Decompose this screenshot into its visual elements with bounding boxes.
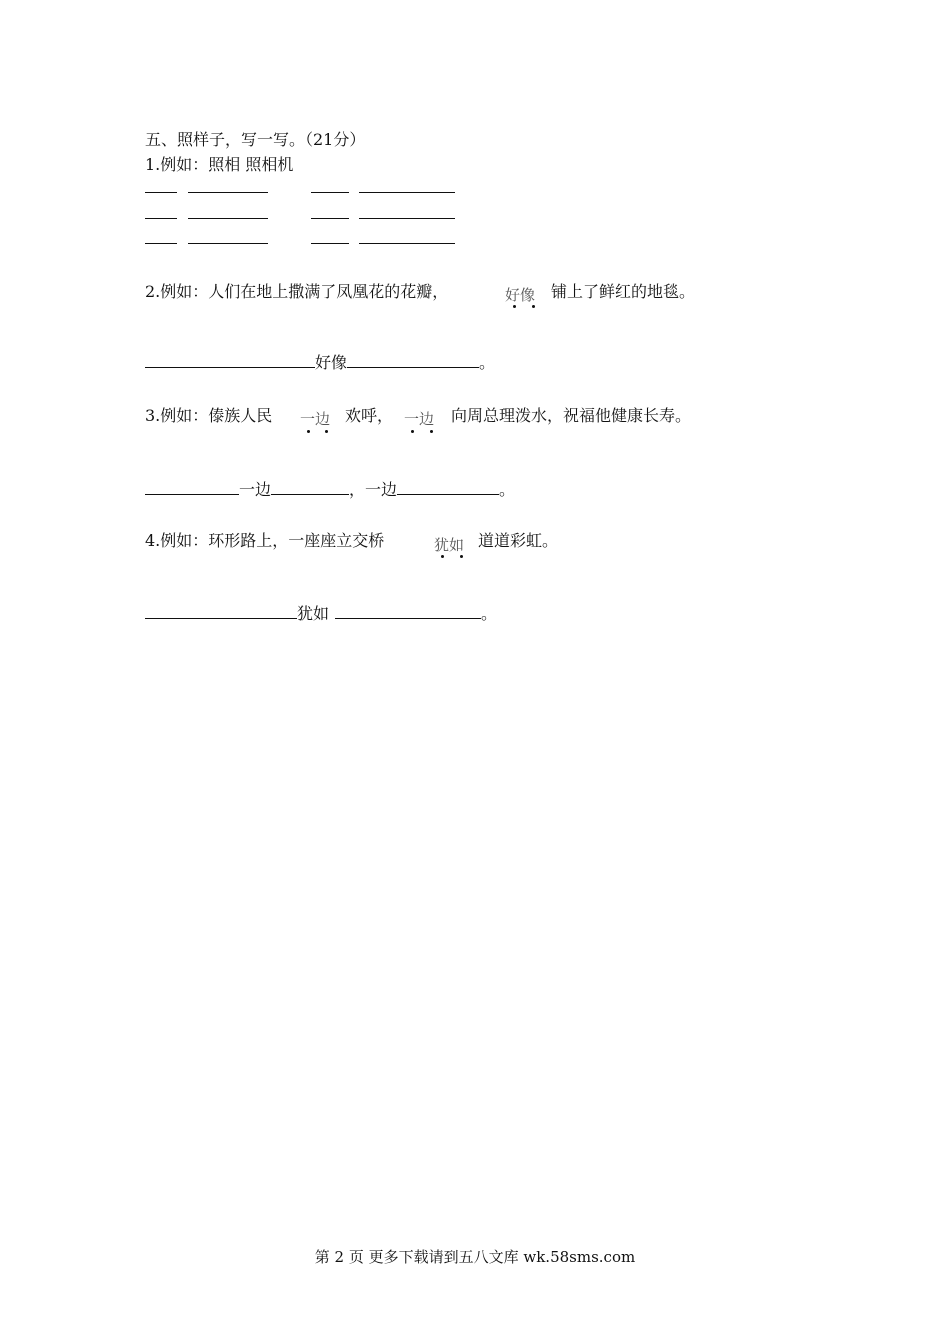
question-3-text-after: 向周总理泼水，祝福他健康长寿。 — [451, 406, 692, 425]
answer-blank[interactable] — [145, 192, 177, 193]
answer-blank[interactable] — [359, 218, 455, 219]
question-3-answer-line — [145, 477, 515, 500]
answer-keyword: 一边 — [239, 480, 272, 499]
answer-keyword: ，一边 — [349, 480, 398, 499]
question-2-answer-line — [145, 350, 495, 373]
section-title: 五、照样子，写一写。（21分） — [145, 130, 366, 149]
answer-blank[interactable] — [145, 353, 315, 368]
question-4-emphasis: 犹如 — [434, 536, 465, 554]
answer-blank[interactable] — [311, 192, 349, 193]
emphasis-dot — [430, 430, 433, 433]
answer-keyword: 好像 — [315, 353, 348, 372]
question-3-text-mid: 欢呼， — [345, 406, 394, 425]
answer-period: 。 — [481, 604, 498, 623]
question-4-text-after: 道道彩虹。 — [478, 531, 559, 550]
answer-period: 。 — [499, 480, 516, 499]
question-4-text-before: 4.例如：环形路上，一座座立交桥 — [145, 531, 385, 550]
emphasis-dot — [411, 430, 414, 433]
answer-blank[interactable] — [145, 243, 177, 244]
emphasis-dot — [325, 430, 328, 433]
answer-blank[interactable] — [359, 192, 455, 193]
emphasis-dot — [532, 305, 535, 308]
answer-period: 。 — [479, 353, 496, 372]
question-3-emphasis-1: 一边 — [300, 410, 331, 428]
answer-keyword: 犹如 — [297, 604, 330, 623]
question-2-text-before: 2.例如：人们在地上撒满了凤凰花的花瓣， — [145, 282, 449, 301]
answer-blank[interactable] — [311, 218, 349, 219]
answer-blank[interactable] — [335, 604, 481, 619]
page-footer: 第 2 页 更多下载请到五八文库 wk.58sms.com — [314, 1248, 636, 1266]
answer-blank[interactable] — [188, 218, 268, 219]
answer-blank[interactable] — [145, 604, 297, 619]
answer-blank[interactable] — [145, 480, 239, 495]
emphasis-dot — [307, 430, 310, 433]
emphasis-dot — [441, 555, 444, 558]
emphasis-dot — [460, 555, 463, 558]
question-3-text-before: 3.例如：傣族人民 — [145, 406, 273, 425]
answer-blank[interactable] — [397, 480, 499, 495]
answer-blank[interactable] — [347, 353, 479, 368]
answer-blank[interactable] — [188, 192, 268, 193]
answer-blank[interactable] — [359, 243, 455, 244]
answer-blank[interactable] — [145, 218, 177, 219]
question-3-emphasis-2: 一边 — [404, 410, 435, 428]
answer-blank[interactable] — [271, 480, 349, 495]
question-2-text-after: 铺上了鲜红的地毯。 — [551, 282, 696, 301]
answer-blank[interactable] — [188, 243, 268, 244]
question-1-example: 1.例如：照相 照相机 — [145, 155, 294, 174]
question-4-answer-line — [145, 601, 497, 624]
answer-blank[interactable] — [311, 243, 349, 244]
question-2-emphasis: 好像 — [505, 286, 536, 304]
emphasis-dot — [513, 305, 516, 308]
